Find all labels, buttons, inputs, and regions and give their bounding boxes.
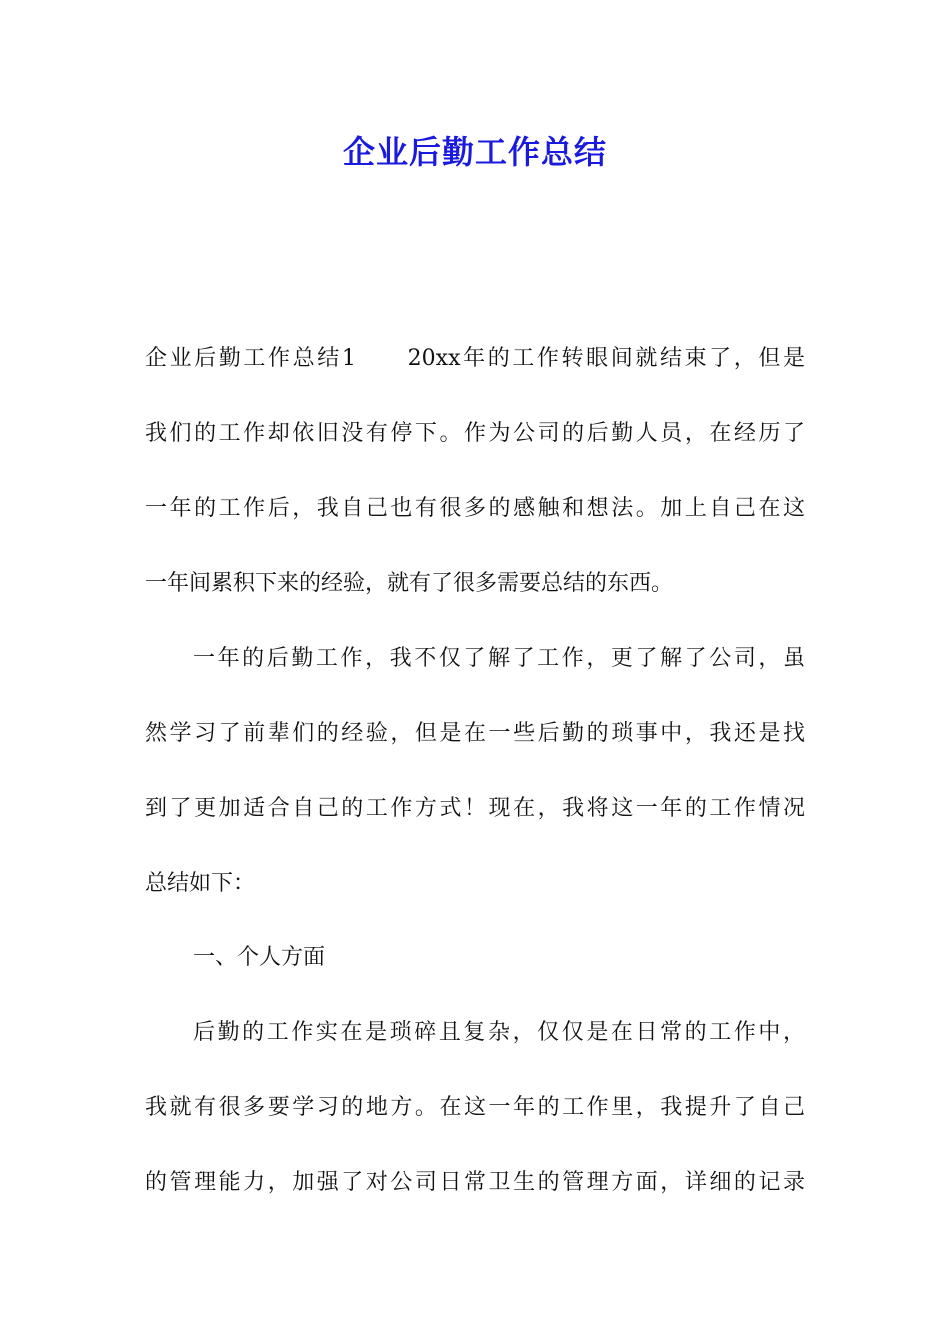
- paragraph-line: 的管理能力，加强了对公司日常卫生的管理方面，详细的记录: [145, 1170, 805, 1195]
- paragraph-line: 到了更加适合自己的工作方式！现在，我将这一年的工作情况: [145, 796, 805, 821]
- paragraph-line: 我们的工作却依旧没有停下。作为公司的后勤人员，在经历了: [145, 421, 805, 446]
- paragraph-line: 一年的工作后，我自己也有很多的感触和想法。加上自己在这: [145, 496, 805, 521]
- section-heading: 一、个人方面: [193, 945, 326, 970]
- paragraph-line: 后勤的工作实在是琐碎且复杂，仅仅是在日常的工作中，: [193, 1020, 805, 1045]
- paragraph-line: 我就有很多要学习的地方。在这一年的工作里，我提升了自己: [145, 1095, 805, 1120]
- paragraph-line: 一年的后勤工作，我不仅了解了工作，更了解了公司，虽: [193, 646, 805, 671]
- paragraph-line: 总结如下：: [145, 871, 256, 896]
- paragraph-line: 然学习了前辈们的经验，但是在一些后勤的琐事中，我还是找: [145, 721, 805, 746]
- document-title: 企业后勤工作总结: [342, 133, 607, 171]
- paragraph-line: 企业后勤工作总结1 20xx年的工作转眼间就结束了，但是: [145, 346, 805, 371]
- paragraph-line: 一年间累积下来的经验，就有了很多需要总结的东西。: [145, 571, 674, 596]
